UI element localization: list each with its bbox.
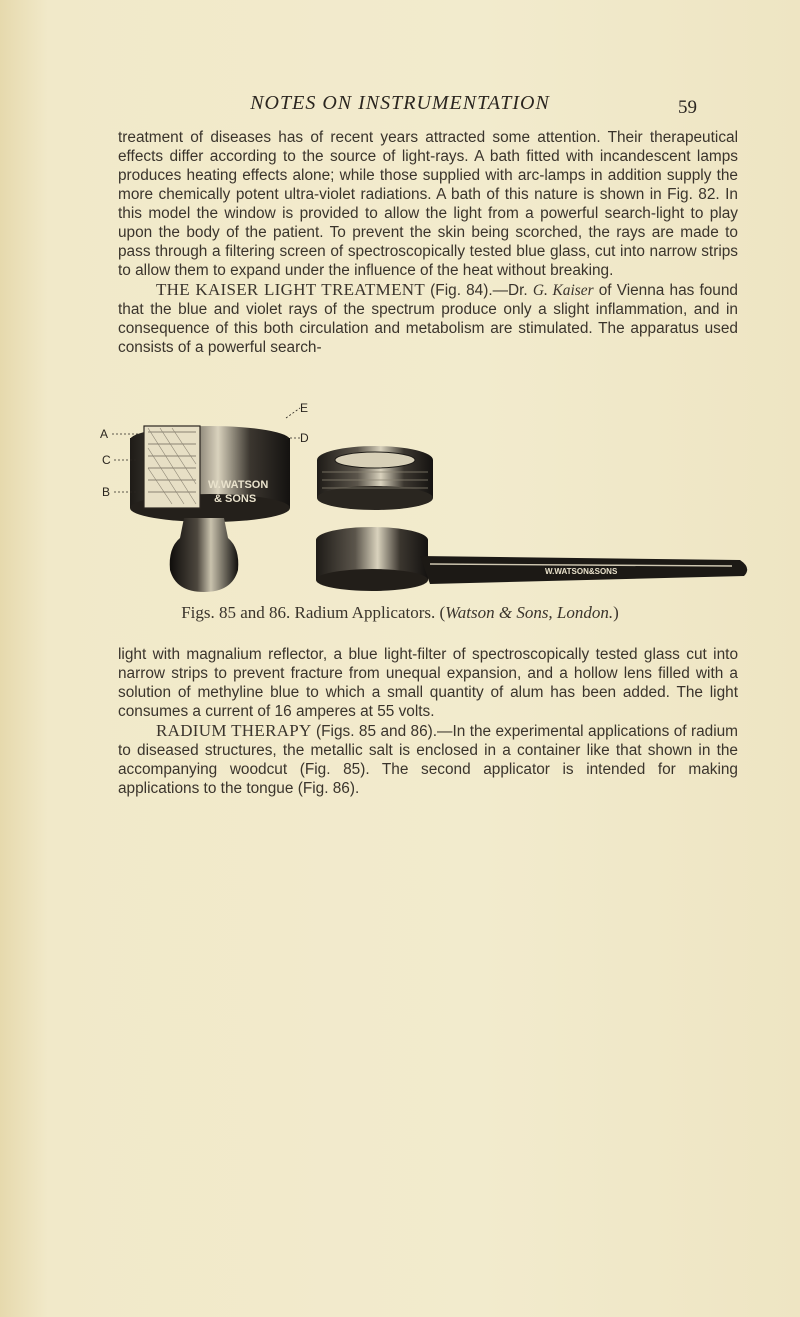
paragraph-kaiser <box>118 280 738 357</box>
label-e: E <box>300 401 309 415</box>
caption-prefix: Figs. 85 and 86. Radium Applicators. ( <box>181 603 446 622</box>
radium-applicators-figure <box>100 398 760 598</box>
engraving-sons: & SONS <box>214 493 257 505</box>
applicator-fig-85 <box>100 401 309 592</box>
engraving-watson: W.WATSON <box>208 479 269 491</box>
paragraph-search-light: light with magnalium reflector, a blue light-filter of spectroscopically tested glass cut into narrow strips to prevent fracture from unequal expansion, and a hollow lens filled with a solution of methyline blue to which a small quantity of alum has been added. The light consumes a current of 16 amperes at 55 volts. <box>118 646 738 720</box>
radium-text: (Figs. 85 and 86).—In the experimental applications of radium to diseased structures, the metallic salt is enclosed in a container like that shown in the accompanying woodcut (Fig. 85). The second applicator is intended for making applications to the tongue (Fig. 86). <box>118 723 738 797</box>
engraving-handle: W.WATSON&SONS <box>545 567 618 576</box>
page-number: 59 <box>678 97 697 118</box>
round-applicator <box>317 446 433 510</box>
kaiser-ref: (Fig. 84).—Dr. <box>425 282 533 299</box>
kaiser-heading: THE KAISER LIGHT TREATMENT <box>156 280 426 299</box>
radium-heading: RADIUM THERAPY <box>156 721 312 740</box>
kaiser-text: of Vienna has found that the blue and violet rays of the spectrum produce only a slight inflammation, and in consequence of this both circulation and metabolism are stimulated. The apparatus used consists of a powerful search- <box>118 282 738 356</box>
paragraph-light-bath: treatment of diseases has of recent years attracted some attention. Their therapeutical effects differ according to the source of light-rays. A bath fitted with incandescent lamps produces heating effects alone; while those supplied with arc-lamps in addition supply the more chemically potent ultra-violet radiations. A bath of this nature is shown in Fig. 82. In this model the window is provided to allow the light from a powerful search-light to play upon the body of the patient. To prevent the skin being scorched, the rays are made to pass through a filtering screen of spectroscopically tested blue glass, cut into narrow strips to allow them to expand under the influence of the heat without breaking. <box>118 129 738 279</box>
caption-suffix: ) <box>613 603 619 622</box>
paragraph-radium <box>118 721 738 798</box>
figure-caption <box>0 603 800 623</box>
label-c: C <box>102 453 111 467</box>
label-d: D <box>300 431 309 445</box>
text-block-top <box>118 128 738 357</box>
caption-source: Watson & Sons, London. <box>445 603 614 622</box>
label-b: B <box>102 485 111 499</box>
label-a: A <box>100 427 109 441</box>
tongue-applicator <box>316 527 747 591</box>
kaiser-name: G. Kaiser <box>532 282 594 299</box>
text-block-bottom <box>118 645 738 798</box>
running-head: NOTES ON INSTRUMENTATION <box>250 92 550 114</box>
